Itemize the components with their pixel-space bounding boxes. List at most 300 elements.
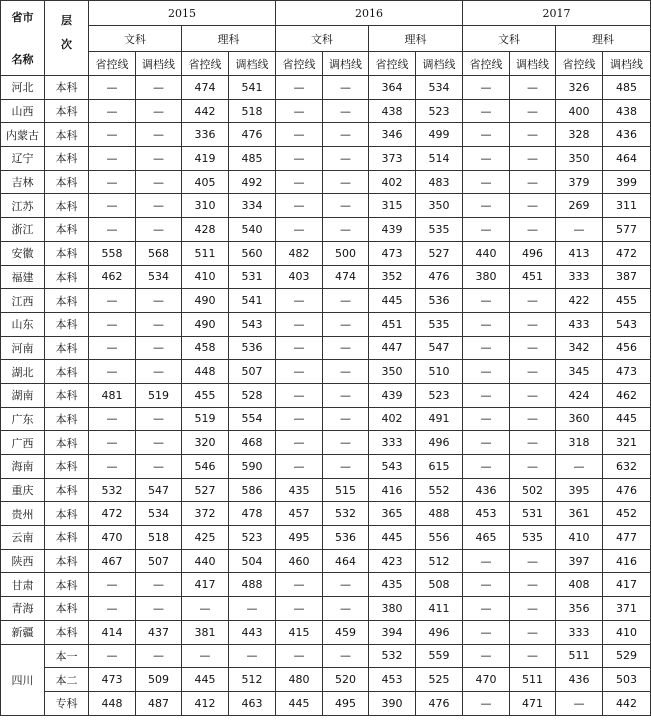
score-cell: 380 [463,265,510,289]
score-cell: — [276,383,323,407]
score-cell: — [510,99,556,123]
province-cell: 海南 [1,455,45,479]
province-cell: 青海 [1,597,45,621]
table-row [1,691,651,715]
score-cell: 428 [182,218,229,242]
score-cell: 411 [416,597,463,621]
score-cell: 417 [182,573,229,597]
score-cell: 502 [510,478,556,502]
table-row [1,549,651,573]
score-cell: — [276,336,323,360]
score-cell: 414 [89,620,136,644]
score-cell: 473 [603,360,651,384]
score-cell: — [89,455,136,479]
score-cell: 536 [416,289,463,313]
score-cell: 456 [603,336,651,360]
score-cell: — [463,455,510,479]
score-cell: 519 [182,407,229,431]
score-cell: — [276,170,323,194]
score-cell: — [276,289,323,313]
score-cell: 495 [323,691,369,715]
score-cell: 554 [229,407,276,431]
table-row [1,455,651,479]
score-cell: — [463,336,510,360]
score-cell: 470 [89,526,136,550]
level-cell: 本科 [45,312,89,336]
score-cell: 540 [229,218,276,242]
score-cell: 503 [603,668,651,692]
score-cell: 476 [229,123,276,147]
subject-header-2015-science: 理科 [182,26,276,52]
score-cell: 315 [369,194,416,218]
score-cell: 458 [182,336,229,360]
table-row [1,265,651,289]
province-cell: 辽宁 [1,147,45,171]
score-cell: — [323,312,369,336]
score-cell: 500 [323,241,369,265]
score-cell: 424 [556,383,603,407]
score-cell: 495 [276,526,323,550]
score-cell: 326 [556,76,603,100]
score-cell: 380 [369,597,416,621]
score-cell: 356 [556,597,603,621]
level-cell: 本科 [45,407,89,431]
score-cell: — [89,194,136,218]
line-header-admission: 调档线 [416,52,463,76]
table-row [1,289,651,313]
table-row [1,194,651,218]
score-cell: — [276,597,323,621]
score-cell: — [136,218,182,242]
score-cell: — [323,407,369,431]
score-cell: — [182,644,229,668]
score-cell: 535 [416,218,463,242]
score-cell: 436 [603,123,651,147]
score-cell: — [463,123,510,147]
score-cell: — [463,597,510,621]
table-row [1,123,651,147]
score-cell: 442 [182,99,229,123]
score-cell: 476 [416,691,463,715]
score-cell: 415 [276,620,323,644]
score-cell: — [510,123,556,147]
province-cell: 内蒙古 [1,123,45,147]
score-cell: 372 [182,502,229,526]
province-cell: 广西 [1,431,45,455]
score-cell: 455 [182,383,229,407]
score-cell: 476 [416,265,463,289]
score-cell: 470 [463,668,510,692]
score-cell: — [510,620,556,644]
level-cell: 本科 [45,76,89,100]
score-cell: 499 [416,123,463,147]
table-row [1,218,651,242]
score-cell: — [89,123,136,147]
score-cell: — [463,170,510,194]
score-cell: 463 [229,691,276,715]
score-cell: — [463,644,510,668]
level-cell: 本科 [45,478,89,502]
score-cell: 519 [136,383,182,407]
score-cell: — [463,289,510,313]
score-cell: 438 [603,99,651,123]
table-row [1,668,651,692]
score-cell: 445 [369,289,416,313]
score-cell: — [463,573,510,597]
score-cell: — [510,597,556,621]
score-cell: 462 [89,265,136,289]
level-cell: 本科 [45,502,89,526]
level-cell: 本科 [45,573,89,597]
score-cell: — [276,194,323,218]
score-cell: 507 [229,360,276,384]
score-cell: — [276,644,323,668]
score-cell: 577 [603,218,651,242]
score-cell: 632 [603,455,651,479]
score-cell: 465 [463,526,510,550]
score-cell: 482 [276,241,323,265]
score-cell: — [89,147,136,171]
subject-header-2017-science: 理科 [556,26,651,52]
score-cell: — [463,194,510,218]
score-cell: 488 [229,573,276,597]
score-cell: 481 [89,383,136,407]
score-cell: 527 [416,241,463,265]
table-row [1,241,651,265]
level-cell: 本科 [45,99,89,123]
score-cell: 405 [182,170,229,194]
level-header-bottom: 次 [61,38,72,51]
score-cell: 543 [603,312,651,336]
score-cell: 423 [369,549,416,573]
score-cell: 515 [323,478,369,502]
score-cell: — [463,147,510,171]
score-cell: — [323,76,369,100]
score-cell: 269 [556,194,603,218]
level-cell: 本科 [45,455,89,479]
score-cell: 455 [603,289,651,313]
level-cell: 专科 [45,691,89,715]
score-cell: 491 [416,407,463,431]
score-cell: — [89,360,136,384]
score-cell: 536 [323,526,369,550]
score-cell: 528 [229,383,276,407]
score-cell: 508 [416,573,463,597]
score-cell: 558 [89,241,136,265]
score-cell: 496 [510,241,556,265]
score-cell: 445 [603,407,651,431]
score-cell: — [89,597,136,621]
year-header-2016: 2016 [276,1,463,26]
level-cell: 本一 [45,644,89,668]
score-cell: 451 [510,265,556,289]
score-cell: — [556,691,603,715]
score-cell: — [276,360,323,384]
score-cell: 350 [369,360,416,384]
score-cell: 436 [463,478,510,502]
province-cell: 福建 [1,265,45,289]
score-cell: 333 [369,431,416,455]
province-cell: 陕西 [1,549,45,573]
line-header-control: 省控线 [89,52,136,76]
score-cell: 529 [603,644,651,668]
score-cell: — [323,573,369,597]
score-cell: 512 [416,549,463,573]
line-header-admission: 调档线 [229,52,276,76]
score-cell: — [463,383,510,407]
line-header-control: 省控线 [182,52,229,76]
table-row [1,170,651,194]
score-cell: — [463,312,510,336]
score-cell: 333 [556,265,603,289]
score-cell: 535 [416,312,463,336]
score-cell: 568 [136,241,182,265]
score-cell: 523 [416,99,463,123]
score-cell: 547 [136,478,182,502]
level-cell: 本科 [45,147,89,171]
score-cell: 412 [182,691,229,715]
province-cell: 江西 [1,289,45,313]
score-cell: 445 [182,668,229,692]
score-cell: 552 [416,478,463,502]
score-cell: 532 [323,502,369,526]
score-cell: — [89,573,136,597]
table-row [1,526,651,550]
score-cell: — [463,431,510,455]
score-cell: 345 [556,360,603,384]
level-header-top: 层 [61,14,72,27]
score-cell: 514 [416,147,463,171]
score-cell: — [463,360,510,384]
line-header-control: 省控线 [369,52,416,76]
score-cell: 413 [556,241,603,265]
score-cell: — [136,123,182,147]
score-cell: 445 [276,691,323,715]
province-cell: 山东 [1,312,45,336]
score-cell: 352 [369,265,416,289]
score-cell: — [323,383,369,407]
score-cell: 321 [603,431,651,455]
score-cell: 387 [603,265,651,289]
level-cell: 本科 [45,336,89,360]
score-cell: — [323,218,369,242]
score-cell: — [463,99,510,123]
score-cell: 440 [182,549,229,573]
score-cell: — [89,644,136,668]
score-cell: 492 [229,170,276,194]
score-cell: 534 [136,502,182,526]
score-cell: 439 [369,218,416,242]
score-cell: — [276,455,323,479]
score-cell: — [510,218,556,242]
score-cell: 460 [276,549,323,573]
score-cell: 416 [603,549,651,573]
score-cell: — [136,573,182,597]
score-cell: 467 [89,549,136,573]
year-header-2015: 2015 [89,1,276,26]
score-cell: 438 [369,99,416,123]
table-row [1,336,651,360]
score-cell: — [510,312,556,336]
score-cell: — [276,431,323,455]
level-cell: 本科 [45,597,89,621]
score-cell: 436 [556,668,603,692]
level-cell: 本科 [45,549,89,573]
score-cell: — [89,99,136,123]
score-cell: 333 [556,620,603,644]
score-cell: 451 [369,312,416,336]
score-cell: — [276,76,323,100]
level-cell: 本科 [45,360,89,384]
score-cell: 408 [556,573,603,597]
score-cell: — [276,123,323,147]
province-cell: 甘肃 [1,573,45,597]
score-cell: 535 [510,526,556,550]
score-cell: 328 [556,123,603,147]
score-cell: — [136,99,182,123]
score-cell: 474 [323,265,369,289]
score-cell: 320 [182,431,229,455]
score-cell: 474 [182,76,229,100]
score-cell: 435 [276,478,323,502]
score-cell: 523 [229,526,276,550]
table-row [1,383,651,407]
line-header-admission: 调档线 [323,52,369,76]
score-cell: 360 [556,407,603,431]
score-cell: 547 [416,336,463,360]
score-cell: 361 [556,502,603,526]
province-cell: 浙江 [1,218,45,242]
table-row [1,99,651,123]
score-cell: — [323,597,369,621]
score-cell: 379 [556,170,603,194]
score-cell: — [276,407,323,431]
score-cell: 402 [369,407,416,431]
score-cell: 532 [369,644,416,668]
score-cell: — [136,170,182,194]
score-cell: — [136,194,182,218]
table-row [1,76,651,100]
score-cell: 485 [229,147,276,171]
subject-header-2016-liberal: 文科 [276,26,369,52]
score-cell: 435 [369,573,416,597]
score-cell: 464 [603,147,651,171]
score-cell: — [276,573,323,597]
line-header-control: 省控线 [556,52,603,76]
table-row [1,620,651,644]
score-cell: 520 [323,668,369,692]
table-row [1,478,651,502]
score-cell: 403 [276,265,323,289]
line-header-row [1,52,651,76]
score-cell: 439 [369,383,416,407]
score-cell: — [463,218,510,242]
score-cell: 311 [603,194,651,218]
score-cell: 397 [556,549,603,573]
score-cell: 496 [416,620,463,644]
score-cell: — [89,407,136,431]
score-cell: 336 [182,123,229,147]
province-cell: 河北 [1,76,45,100]
score-cell: — [510,147,556,171]
score-cell: 546 [182,455,229,479]
score-cell: 590 [229,455,276,479]
score-cell: — [136,147,182,171]
score-cell: 541 [229,76,276,100]
score-cell: 559 [416,644,463,668]
score-cell: — [510,455,556,479]
score-cell: 448 [89,691,136,715]
score-cell: — [510,431,556,455]
score-cell: 586 [229,478,276,502]
table-row [1,147,651,171]
province-cell: 安徽 [1,241,45,265]
province-cell: 新疆 [1,620,45,644]
line-header-control: 省控线 [463,52,510,76]
score-cell: 416 [369,478,416,502]
score-cell: 442 [603,691,651,715]
level-cell: 本科 [45,431,89,455]
score-cell: — [276,147,323,171]
score-cell: — [89,336,136,360]
score-cell: — [510,549,556,573]
score-cell: 560 [229,241,276,265]
score-cell: 402 [369,170,416,194]
score-cell: — [89,289,136,313]
score-cell: — [323,431,369,455]
score-cell: 556 [416,526,463,550]
table-row [1,597,651,621]
province-cell: 山西 [1,99,45,123]
score-cell: 399 [603,170,651,194]
score-cell: — [323,336,369,360]
score-cell: — [463,691,510,715]
year-header-2017: 2017 [463,1,651,26]
score-cell: 523 [416,383,463,407]
level-cell: 本科 [45,620,89,644]
score-cell: 410 [603,620,651,644]
score-cell: — [276,312,323,336]
province-cell: 河南 [1,336,45,360]
score-cell: — [323,289,369,313]
score-cell: 511 [556,644,603,668]
score-cell: — [136,76,182,100]
score-cell: — [463,407,510,431]
subject-header-2015-liberal: 文科 [89,26,182,52]
score-cell: 483 [416,170,463,194]
score-cell: 373 [369,147,416,171]
level-cell: 本科 [45,218,89,242]
score-cell: — [276,99,323,123]
score-cell: — [510,573,556,597]
score-cell: 480 [276,668,323,692]
score-cell: 371 [603,597,651,621]
score-cell: 509 [136,668,182,692]
score-cell: 437 [136,620,182,644]
score-cell: — [510,289,556,313]
score-cell: 473 [369,241,416,265]
score-cell: 471 [510,691,556,715]
province-cell: 江苏 [1,194,45,218]
score-cell: 534 [136,265,182,289]
score-cell: 504 [229,549,276,573]
score-cell: 462 [603,383,651,407]
score-cell: 543 [229,312,276,336]
score-cell: 473 [89,668,136,692]
table-row [1,312,651,336]
score-cell: 468 [229,431,276,455]
score-cell: 457 [276,502,323,526]
